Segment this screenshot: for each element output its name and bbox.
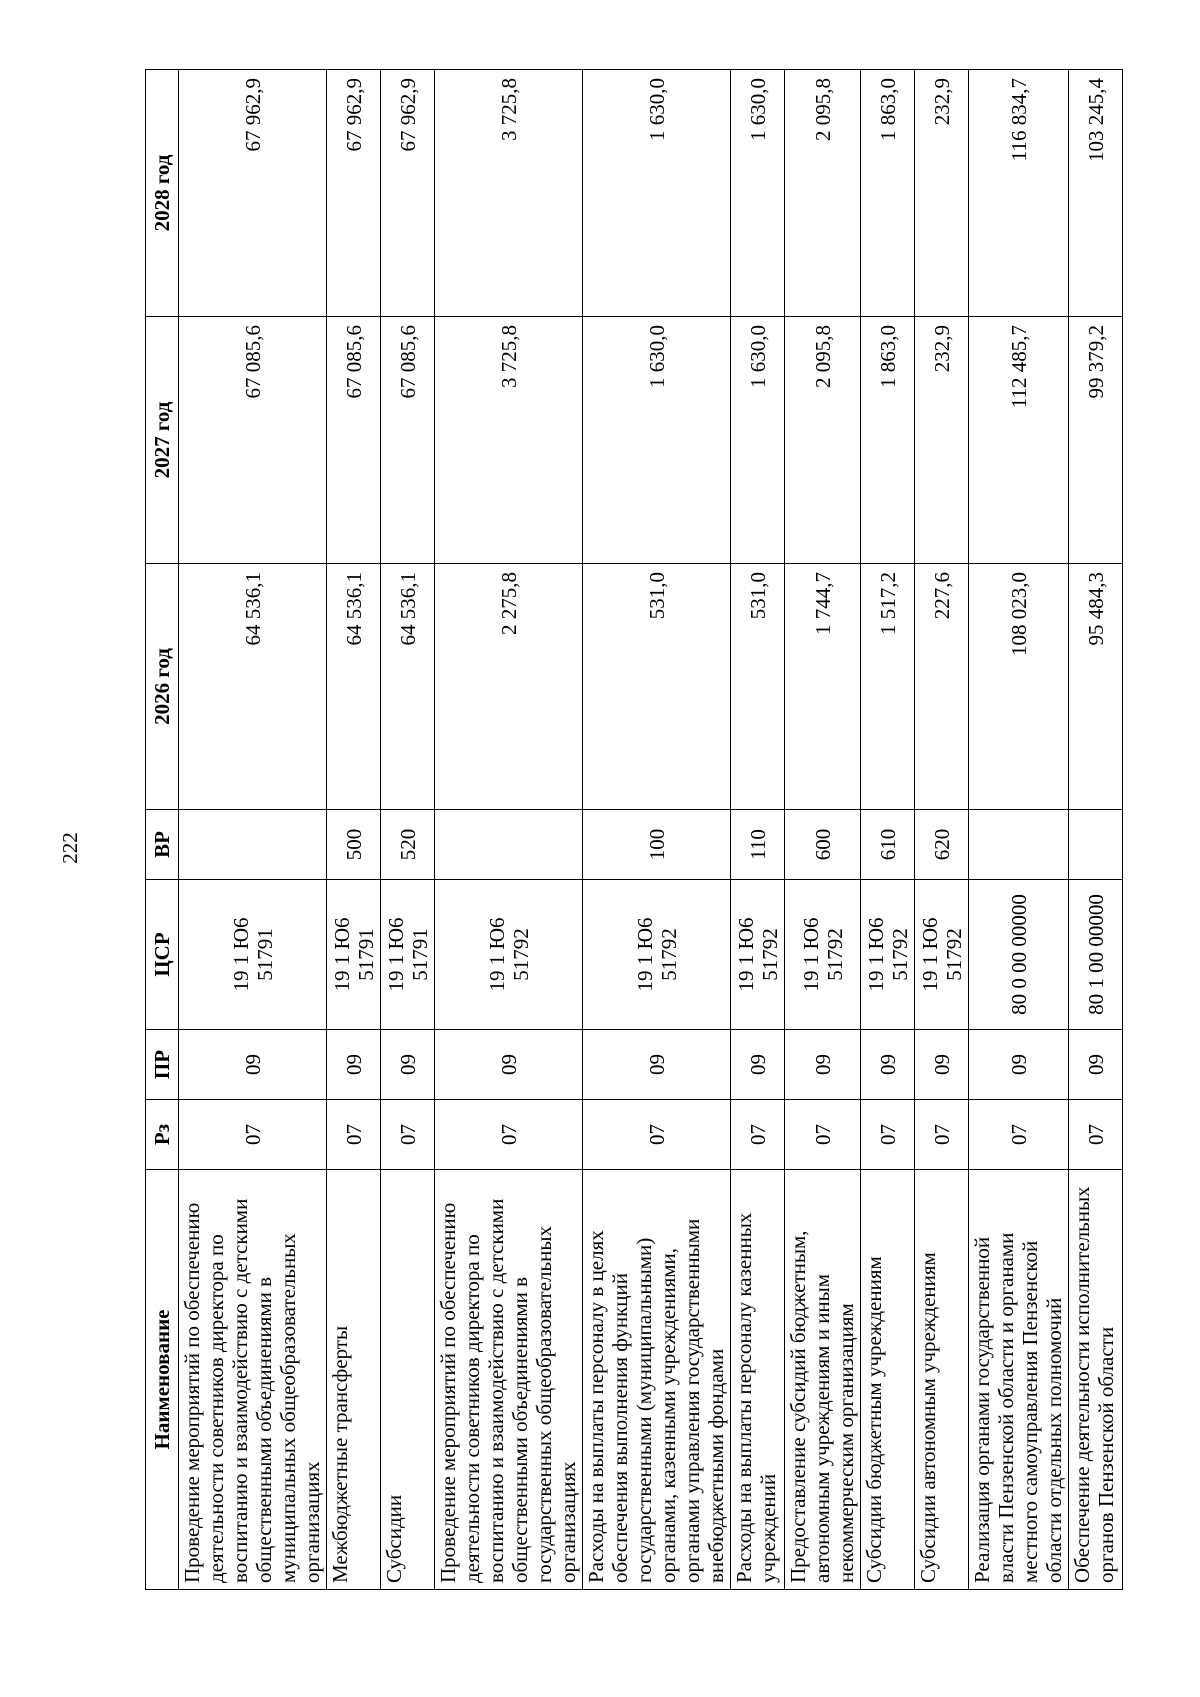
row-pr: 09 — [915, 1030, 969, 1100]
row-2027: 3 725,8 — [435, 317, 583, 564]
column-header-name: Наименование — [146, 1170, 179, 1590]
row-pr: 09 — [381, 1030, 435, 1100]
column-header-vr: ВР — [146, 810, 179, 880]
column-header-2028: 2028 год — [146, 70, 179, 317]
row-name: Обеспечение деятельности исполнительных органов Пензенской области — [1069, 1170, 1123, 1590]
row-pr: 09 — [731, 1030, 785, 1100]
row-rz: 07 — [785, 1100, 861, 1170]
column-header-2026: 2026 год — [146, 564, 179, 810]
row-2026: 64 536,1 — [179, 564, 327, 810]
row-csr-line1: 19 1 Ю6 — [798, 917, 823, 992]
row-csr-line1: 19 1 Ю6 — [228, 917, 253, 992]
table-header-row — [146, 70, 179, 1590]
table-row — [179, 70, 327, 1590]
row-csr — [785, 880, 861, 1030]
table-row — [435, 70, 583, 1590]
row-2026: 1 744,7 — [785, 564, 861, 810]
row-name: Расходы на выплаты персоналу в целях обеспечения выполнения функций государственными (муниципальными) органами, казенными учреждениями, органами управления государственными внебюджетными фондами — [583, 1170, 731, 1590]
row-2027: 1 630,0 — [583, 317, 731, 564]
table-row — [915, 70, 969, 1590]
row-rz: 07 — [1069, 1100, 1123, 1170]
row-csr-line2: 51792 — [822, 928, 847, 981]
row-pr: 09 — [583, 1030, 731, 1100]
row-csr — [327, 880, 381, 1030]
row-vr: 610 — [861, 810, 915, 880]
row-csr — [861, 880, 915, 1030]
row-2026: 64 536,1 — [327, 564, 381, 810]
row-rz: 07 — [179, 1100, 327, 1170]
table-row — [731, 70, 785, 1590]
row-pr: 09 — [785, 1030, 861, 1100]
row-csr — [435, 880, 583, 1030]
row-name: Расходы на выплаты персоналу казенных учреждений — [731, 1170, 785, 1590]
row-name: Предоставление субсидий бюджетным, автономным учреждениям и иным некоммерческим организациям — [785, 1170, 861, 1590]
row-csr-line1: 19 1 Ю6 — [484, 917, 509, 992]
row-csr-line1: 80 0 00 00000 — [1006, 894, 1031, 1015]
row-rz: 07 — [435, 1100, 583, 1170]
column-header-rz: Рз — [146, 1100, 179, 1170]
row-2027: 112 485,7 — [969, 317, 1069, 564]
row-2028: 116 834,7 — [969, 70, 1069, 317]
row-pr: 09 — [1069, 1030, 1123, 1100]
row-csr — [1069, 880, 1123, 1030]
row-2028: 103 245,4 — [1069, 70, 1123, 317]
row-2027: 1 863,0 — [861, 317, 915, 564]
row-2027: 67 085,6 — [327, 317, 381, 564]
row-rz: 07 — [731, 1100, 785, 1170]
row-csr-line2: 51792 — [757, 928, 782, 981]
row-csr — [583, 880, 731, 1030]
row-csr-line2: 51792 — [887, 928, 912, 981]
row-csr — [915, 880, 969, 1030]
row-name: Проведение мероприятий по обеспечению деятельности советников директора по воспитанию и взаимодействию с детскими общественными объединениями в государственных общеобразовательных организациях — [435, 1170, 583, 1590]
page-number: 222 — [58, 832, 82, 864]
row-2026: 2 275,8 — [435, 564, 583, 810]
row-2027: 232,9 — [915, 317, 969, 564]
row-vr: 100 — [583, 810, 731, 880]
row-csr-line1: 80 1 00 00000 — [1083, 894, 1108, 1015]
row-rz: 07 — [327, 1100, 381, 1170]
row-pr: 09 — [327, 1030, 381, 1100]
row-2028: 232,9 — [915, 70, 969, 317]
row-name: Проведение мероприятий по обеспечению деятельности советников директора по воспитанию и взаимодействию с детскими общественными объединениями в муниципальных общеобразовательных организациях — [179, 1170, 327, 1590]
row-2028: 67 962,9 — [327, 70, 381, 317]
row-2027: 67 085,6 — [179, 317, 327, 564]
row-name: Субсидии — [381, 1170, 435, 1590]
row-2028: 67 962,9 — [381, 70, 435, 317]
row-pr: 09 — [435, 1030, 583, 1100]
column-header-csr: ЦСР — [146, 880, 179, 1030]
table-row — [381, 70, 435, 1590]
row-2027: 99 379,2 — [1069, 317, 1123, 564]
row-vr: 110 — [731, 810, 785, 880]
row-2028: 1 630,0 — [731, 70, 785, 317]
row-name: Субсидии автономным учреждениям — [915, 1170, 969, 1590]
budget-table — [145, 69, 1123, 1590]
row-2026: 64 536,1 — [381, 564, 435, 810]
row-2026: 531,0 — [583, 564, 731, 810]
row-vr: 500 — [327, 810, 381, 880]
row-2028: 67 962,9 — [179, 70, 327, 317]
row-name: Реализация органами государственной власти Пензенской области и органами местного самоуправления Пензенской области отдельных полномочий — [969, 1170, 1069, 1590]
row-name: Субсидии бюджетным учреждениям — [861, 1170, 915, 1590]
row-2027: 2 095,8 — [785, 317, 861, 564]
row-pr: 09 — [861, 1030, 915, 1100]
table-row — [1069, 70, 1123, 1590]
table-row — [583, 70, 731, 1590]
row-csr-line2: 51791 — [407, 928, 432, 981]
row-vr: 520 — [381, 810, 435, 880]
row-csr — [381, 880, 435, 1030]
row-2026: 1 517,2 — [861, 564, 915, 810]
row-csr — [969, 880, 1069, 1030]
row-csr-line1: 19 1 Ю6 — [329, 917, 354, 992]
row-csr-line2: 51791 — [353, 928, 378, 981]
row-rz: 07 — [861, 1100, 915, 1170]
column-header-pr: ПР — [146, 1030, 179, 1100]
row-csr-line1: 19 1 Ю6 — [917, 917, 942, 992]
row-csr-line1: 19 1 Ю6 — [733, 917, 758, 992]
row-csr-line1: 19 1 Ю6 — [383, 917, 408, 992]
row-name: Межбюджетные трансферты — [327, 1170, 381, 1590]
row-csr-line1: 19 1 Ю6 — [863, 917, 888, 992]
row-pr: 09 — [179, 1030, 327, 1100]
row-vr — [179, 810, 327, 880]
table-row — [861, 70, 915, 1590]
row-2028: 2 095,8 — [785, 70, 861, 317]
row-rz: 07 — [381, 1100, 435, 1170]
row-rz: 07 — [583, 1100, 731, 1170]
row-vr: 620 — [915, 810, 969, 880]
row-csr-line1: 19 1 Ю6 — [632, 917, 657, 992]
row-2026: 108 023,0 — [969, 564, 1069, 810]
row-2028: 1 863,0 — [861, 70, 915, 317]
row-csr-line2: 51792 — [941, 928, 966, 981]
row-rz: 07 — [969, 1100, 1069, 1170]
row-2026: 227,6 — [915, 564, 969, 810]
row-2028: 3 725,8 — [435, 70, 583, 317]
row-csr-line2: 51791 — [252, 928, 277, 981]
row-csr-line2: 51792 — [656, 928, 681, 981]
row-rz: 07 — [915, 1100, 969, 1170]
row-2027: 1 630,0 — [731, 317, 785, 564]
row-pr: 09 — [969, 1030, 1069, 1100]
table-row — [785, 70, 861, 1590]
table-row — [969, 70, 1069, 1590]
row-2027: 67 085,6 — [381, 317, 435, 564]
row-2026: 531,0 — [731, 564, 785, 810]
row-vr: 600 — [785, 810, 861, 880]
row-vr — [1069, 810, 1123, 880]
row-csr-line2: 51792 — [508, 928, 533, 981]
row-2026: 95 484,3 — [1069, 564, 1123, 810]
rotated-table-container — [145, 70, 1118, 1590]
row-2028: 1 630,0 — [583, 70, 731, 317]
row-csr — [179, 880, 327, 1030]
row-csr — [731, 880, 785, 1030]
row-vr — [435, 810, 583, 880]
column-header-2027: 2027 год — [146, 317, 179, 564]
row-vr — [969, 810, 1069, 880]
table-row — [327, 70, 381, 1590]
